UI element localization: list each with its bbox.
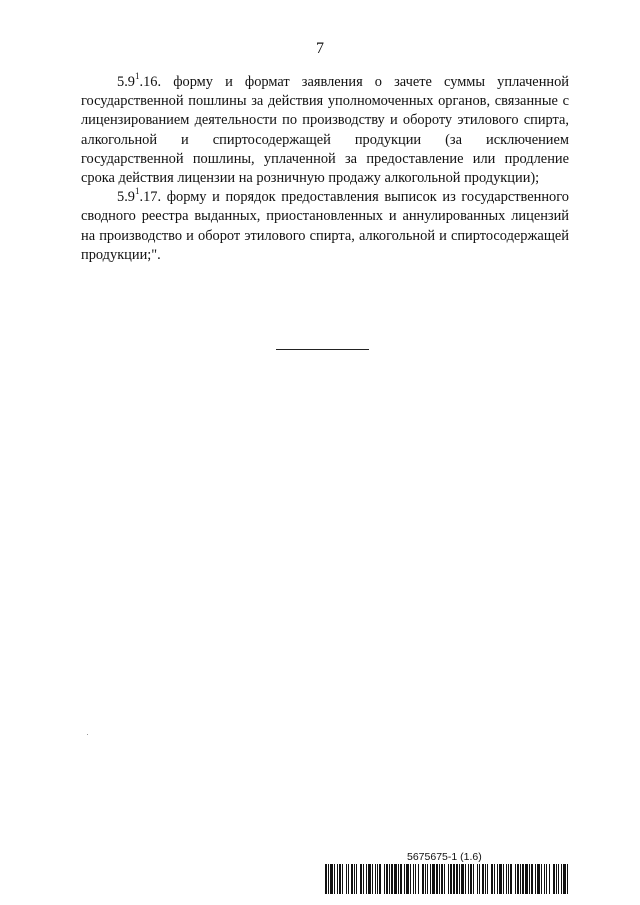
- paragraph-5-9-1-16: [81, 73, 569, 188]
- document-code: 5675675-1 (1.6): [407, 851, 482, 863]
- document-body: [81, 73, 569, 265]
- clause-superscript: 1: [135, 71, 140, 82]
- paragraph-5-9-1-17: [81, 188, 569, 265]
- clause-text: .16. форму и формат заявления о зачете суммы уплаченной государственной пошлины за действия уполномоченных органов, связанные с лицензированием деятельности по производству и обороту этилового спирта, алкогольной и спиртосодержащей продукции (за исключением государственной пошлины, уплаченной за предоставление или продление срока действия лицензии на розничную продажу алкогольной продукции);: [81, 74, 569, 187]
- clause-superscript: 1: [135, 186, 140, 197]
- scan-speck: [87, 734, 88, 735]
- clause-number: 5.9: [117, 74, 135, 90]
- clause-text: .17. форму и порядок предоставления выписок из государственного сводного реестра выданных, приостановленных и аннулированных лицензий на производство и оборот этилового спирта, алкогольной и спиртосодержащей продукции;".: [81, 189, 569, 263]
- end-separator-line: [276, 349, 369, 350]
- barcode-image: [325, 864, 568, 894]
- page-number: 7: [316, 40, 324, 57]
- clause-number: 5.9: [117, 189, 135, 206]
